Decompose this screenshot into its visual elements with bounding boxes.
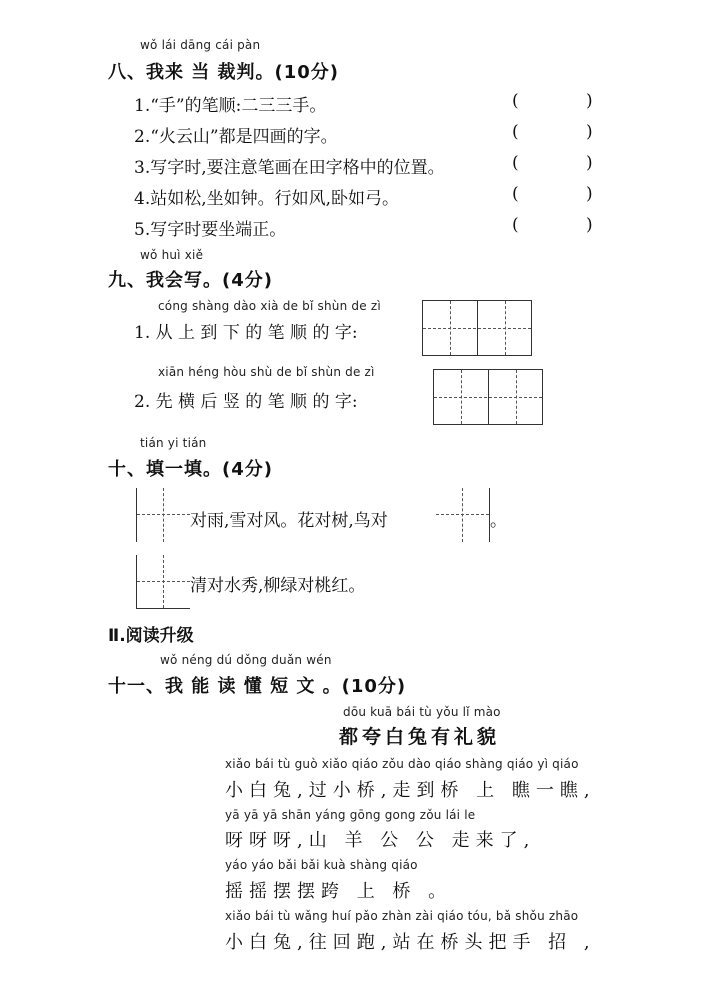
sec8-pinyin: wǒ lái dāng cái pàn [140,38,261,52]
grid-dash [163,488,164,542]
grid-dash [436,514,489,515]
story-line-3: 摇摇摆摆跨 上 桥 。 [225,881,453,902]
part2-heading: Ⅱ.阅读升级 [108,626,194,646]
story-line-1: 小白兔,过小桥,走到桥 上 瞧一瞧, [225,780,596,801]
answer-paren-open-1[interactable]: ( [512,91,519,111]
sec8-item-1: 1.“手”的笔顺:二三三手。 [134,96,327,116]
answer-paren-open-4[interactable]: ( [512,184,519,204]
sec10-line1: 对雨,雪对风。花对树,鸟对 [190,511,388,531]
answer-paren-close-4: ) [586,184,593,204]
fill-box-2[interactable] [436,488,490,542]
answer-paren-open-5[interactable]: ( [512,215,519,235]
sec10-pinyin: tián yi tián [140,436,207,450]
story-line-2-pinyin: yā yā yā shān yáng gōng gong zǒu lái le [225,808,476,822]
sec11-heading: 十一、我 能 读 懂 短 文 。(10分) [108,676,407,697]
answer-paren-close-5: ) [586,215,593,235]
answer-paren-open-2[interactable]: ( [512,122,519,142]
sec8-item-3: 3.写字时,要注意笔画在田字格中的位置。 [134,158,445,178]
sec8-heading: 八、我来 当 裁判。(10分) [108,62,340,83]
sec9-q2-pinyin: xiān héng hòu shù de bǐ shùn de zì [158,365,375,379]
sec8-item-2: 2.“火云山”都是四画的字。 [134,127,338,147]
grid-dash [137,514,190,515]
fill-box-1[interactable] [136,488,190,542]
sec11-pinyin: wǒ néng dú dǒng duǎn wén [160,653,332,667]
story-line-1-pinyin: xiǎo bái tù guò xiǎo qiáo zǒu dào qiáo shàng qiáo yì qiáo [225,757,579,771]
story-line-4-pinyin: xiǎo bái tù wǎng huí pǎo zhàn zài qiáo tóu, bǎ shǒu zhāo [225,909,579,923]
grid-dash [423,328,531,329]
sec8-item-4: 4.站如松,坐如钟。行如风,卧如弓。 [134,189,400,209]
sec9-q1-text: 1. 从 上 到 下 的 笔 顺 的 字: [134,323,358,343]
sec9-pinyin: wǒ huì xiě [140,248,204,262]
story-line-4: 小白兔,往回跑,站在桥头把手 招 , [225,932,596,953]
story-line-3-pinyin: yáo yáo bǎi bǎi kuà shàng qiáo [225,858,418,872]
sec9-heading: 九、我会写。(4分) [108,270,273,291]
grid-dash [137,581,190,582]
grid-dash [434,397,542,398]
sec8-item-5: 5.写字时要坐端正。 [134,220,287,240]
writing-grid-2[interactable] [433,369,543,425]
answer-paren-close-1: ) [586,91,593,111]
answer-paren-open-3[interactable]: ( [512,153,519,173]
story-line-2: 呀呀呀,山 羊 公 公 走来了, [225,830,536,851]
story-title: 都夸白兔有礼貌 [339,726,501,748]
writing-grid-1[interactable] [422,300,532,356]
answer-paren-close-2: ) [586,122,593,142]
sec10-heading: 十、填一填。(4分) [108,459,273,480]
story-title-pinyin: dōu kuā bái tù yǒu lǐ mào [343,705,501,719]
sec10-line1-end: 。 [490,511,507,531]
sec10-line2: 清对水秀,柳绿对桃红。 [190,576,366,596]
fill-box-3[interactable] [136,555,190,609]
sec9-q1-pinyin: cóng shàng dào xià de bǐ shùn de zì [158,299,381,313]
sec9-q2-text: 2. 先 横 后 竖 的 笔 顺 的 字: [134,392,358,412]
answer-paren-close-3: ) [586,153,593,173]
grid-dash [462,488,463,542]
